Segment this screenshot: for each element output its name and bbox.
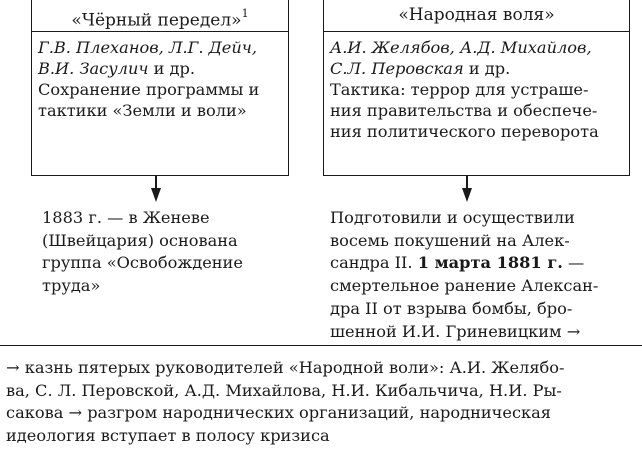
narodnaya-volya-title bbox=[324, 0, 629, 32]
right-result-line6: шенной И.И. Гриневицким → bbox=[330, 321, 581, 341]
narodnaya-volya-box bbox=[323, 0, 630, 176]
cherny-peredel-box bbox=[31, 0, 289, 176]
left-result-line2: (Швейцария) основана bbox=[42, 230, 238, 250]
left-result-line1: 1883 г. — в Женеве bbox=[42, 208, 210, 227]
footnote-marker: 1 bbox=[241, 7, 249, 20]
right-result-line4: смертельное ранение Алексан- bbox=[330, 276, 599, 296]
narodnaya-volya-tactic-line2: ния правительства и обеспече- bbox=[330, 101, 598, 120]
narodnaya-volya-members bbox=[330, 37, 621, 79]
narodnaya-volya-title-text: «Народная воля» bbox=[398, 5, 555, 25]
narodnaya-volya-people-suffix: и др. bbox=[463, 59, 511, 78]
right-result-line3-start: сандра II. bbox=[330, 253, 418, 273]
cherny-peredel-title-text: «Чёрный передел» bbox=[71, 10, 242, 31]
cherny-peredel-body bbox=[32, 32, 288, 121]
right-result-line5: дра II от взрыва бомбы, бро- bbox=[330, 298, 573, 318]
consequences-note bbox=[6, 357, 636, 448]
left-result-line3: группа «Освобождение bbox=[42, 253, 243, 273]
narodnaya-volya-people: А.И. Желябов, А.Д. Михайлов, С.Л. Перовская bbox=[330, 38, 592, 78]
right-result-line2: восемь покушений на Алек- bbox=[330, 230, 570, 250]
cherny-peredel-members bbox=[38, 37, 280, 79]
bottom-line2: ва, С. Л. Перовской, А.Д. Михайлова, Н.И. Кибальчича, Н.И. Ры- bbox=[6, 380, 562, 400]
left-result-line4: труда» bbox=[42, 276, 101, 296]
assassination-attempts-note bbox=[330, 207, 620, 343]
bottom-line3: сакова → разгром народнических организаций, народническая bbox=[6, 403, 551, 423]
cherny-peredel-program-line2: тактики «Земли и воли» bbox=[38, 101, 247, 120]
narodnaya-volya-tactic-line1: Тактика: террор для устраше- bbox=[330, 80, 589, 99]
narodnaya-volya-body bbox=[324, 32, 629, 142]
right-result-line3 bbox=[330, 252, 620, 275]
section-divider bbox=[0, 345, 642, 346]
cherny-peredel-people: Г.В. Плеханов, Л.Г. Дейч, В.И. Засулич bbox=[38, 38, 257, 78]
left-arrow-head bbox=[151, 188, 161, 202]
right-arrow-head bbox=[462, 188, 472, 202]
right-result-line1: Подготовили и осуществили bbox=[330, 208, 575, 227]
cherny-peredel-title bbox=[32, 0, 288, 32]
narodnaya-volya-tactic-line3: ния политического переворота bbox=[330, 122, 599, 141]
osvobozhdenie-truda-note bbox=[42, 207, 282, 298]
bottom-line4: идеология вступает в полосу кризиса bbox=[6, 426, 330, 446]
bottom-line1: → казнь пятерых руководителей «Народной воли»: А.И. Желябо- bbox=[6, 358, 565, 377]
cherny-peredel-program-line1: Сохранение программы и bbox=[38, 80, 260, 99]
assassination-date: 1 марта 1881 г. bbox=[417, 253, 563, 273]
cherny-peredel-people-suffix: и др. bbox=[148, 59, 196, 78]
right-result-line3-end: — bbox=[562, 253, 585, 273]
